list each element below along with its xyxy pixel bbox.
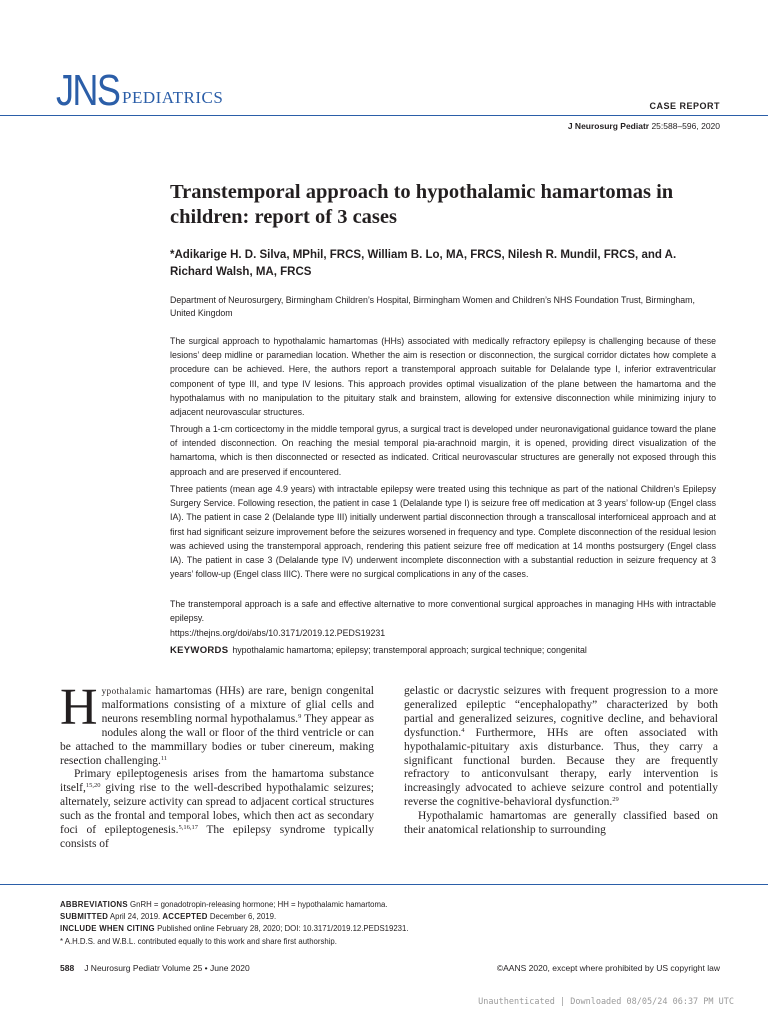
copyright-notice: ©AANS 2020, except where prohibited by US copyright law <box>496 963 720 973</box>
body-column-left <box>60 679 375 852</box>
keywords-label: KEYWORDS <box>170 645 229 656</box>
submitted-date: April 24, 2019. <box>108 912 163 922</box>
include-citing-text: Published online February 28, 2020; DOI: 10.3171/2019.12.PEDS19231. <box>154 924 409 934</box>
dates-line <box>60 911 710 923</box>
abstract-conclusions: The transtemporal approach is a safe and effective alternative to more conventional surgical approaches in managing HHs with intractable epilepsy. <box>170 599 716 624</box>
body-text: The epilepsy syndrome typically consists of <box>60 824 375 850</box>
keywords-line <box>170 645 587 656</box>
body-column-right <box>404 685 718 838</box>
journal-volume: J Neurosurg Pediatr Volume 25 • June 2020 <box>84 963 250 973</box>
page-footer <box>60 963 720 973</box>
citing-line <box>60 923 710 935</box>
footnotes <box>60 899 710 948</box>
drop-cap: H <box>60 679 98 736</box>
body-text: gelastic or dacrystic seizures with frequent progression to a more generalized epileptic “encephalopathy” characterized by both partial and generalized seizures, cognitive decline, and behavioral dysfunction. <box>404 685 718 739</box>
reference-citation[interactable]: 5,16,17 <box>178 824 198 832</box>
reference-citation[interactable]: 15,20 <box>85 782 101 790</box>
body-text: Primary epileptogenesis arises from the hamartoma substance itself, <box>60 768 374 795</box>
abstract-objective: The surgical approach to hypothalamic hamartomas (HHs) associated with medically refractory epilepsy is challenging because of these lesions’ deep midline or paramedian location. Whether the aim is resection or disconnection, the surgical corridor dictates how complete a procedure can be achieved. Here, the authors report a transtemporal approach suitable for Delalande type I, inferior extraventricular component of type III, and type IV lesions. This approach provides optimal visualization of the plane between the hamartoma and the hypothalamus with no manipulation to the pituitary stalk and brainstem, allowing for extensive disconnection while minimizing injury to adjacent neurovascular structures. <box>170 336 716 418</box>
reference-citation[interactable]: 11 <box>160 754 168 762</box>
accepted-date: December 6, 2019. <box>207 912 277 922</box>
include-citing-label: INCLUDE WHEN CITING <box>60 924 155 934</box>
body-text: hamartomas (HHs) are rare, benign congenital malformations consisting of a mixture of glial cells and neurons resembling normal hypothalamus. <box>101 685 374 725</box>
article-title: Transtemporal approach to hypothalamic hamartomas in children: report of 3 cases <box>170 181 674 228</box>
reference-citation[interactable]: 29 <box>612 796 619 804</box>
body-paragraph: Hypothalamic hamartomas are generally classified based on their anatomical relationship to surrounding <box>404 810 718 837</box>
body-text: They appear as nodules along the wall or floor of the third ventricle or can be attached to the mammillary bodies or tuber cinereum, making resection challenging. <box>60 712 374 767</box>
header-rule <box>0 115 768 116</box>
body-text: giving rise to the well-described hypothalamic seizures; alternately, seizure activity can spread to adjacent cortical structures such as the frontal and temporal lobes, which then act as secondary foci of epileptogenesis. <box>60 782 374 837</box>
body-paragraph <box>60 768 374 851</box>
download-watermark: Unauthenticated | Downloaded 08/05/24 06:37 PM UTC <box>478 997 734 1007</box>
citation-volume-pages: 25:588–596, 2020 <box>649 121 720 131</box>
journal-citation <box>568 121 720 131</box>
abbreviations-line <box>60 899 710 911</box>
doi-link[interactable]: https://thejns.org/doi/abs/10.3171/2019.12.PEDS19231 <box>170 628 386 638</box>
author-affiliation: Department of Neurosurgery, Birmingham Children’s Hospital, Birmingham Women and Children’s NHS Foundation Trust, Birmingham, United Kingdom <box>170 295 695 318</box>
reference-citation[interactable]: 4 <box>461 726 465 734</box>
accepted-label: ACCEPTED <box>162 912 208 922</box>
abbreviations-text: GnRH = gonadotropin-releasing hormone; HH = hypothalamic hamartoma. <box>127 900 388 909</box>
footer-rule <box>0 884 768 885</box>
body-text: Furthermore, HHs are often associated with hypothalamic-pituitary axis disturbance. Thus, they carry a significant functional burden. Because they are frequently refractory to anticonvulsant therapy, early intervention is increasingly advocated to achieve seizure control and potentially reverse the cognitive-behavioral dysfunction. <box>404 726 718 809</box>
lead-small-caps: ypothalamic <box>101 686 152 696</box>
keywords-list: hypothalamic hamartoma; epilepsy; transtemporal approach; surgical technique; congenital <box>232 645 587 655</box>
logo-jns-text: JNS <box>56 66 120 115</box>
logo-pediatrics-text: PEDIATRICS <box>122 88 224 107</box>
abstract-results: Three patients (mean age 4.9 years) with intractable epilepsy were treated using this technique as part of the national Children’s Epilepsy Surgery Service. Following resection, the patient in case 1 (Delalande type I) is seizure free off medication at 3 years’ follow-up (Engel class IA). The patient in case 2 (Delalande type III) initially underwent partial disconnection through a transcallosal interforniceal approach and at first had significant seizure improvement before the seizures worsened in frequency and type. Complete disconnection of the residual lesion was achieved using the transtemporal approach, rendering this patient seizure free off medication at 14 months postsurgery (Engel class IA). The patient in case 3 (Delalande type IV) underwent incomplete disconnection with a substantial reduction in seizure frequency at 3 years’ follow-up (Engel class IIIC). There were no surgical complications in any of the cases. <box>170 484 716 580</box>
citation-journal: J Neurosurg Pediatr <box>567 121 650 131</box>
body-paragraph <box>404 685 718 810</box>
body-paragraph <box>60 679 374 768</box>
equal-contribution-note: * A.H.D.S. and W.B.L. contributed equally to this work and share first authorship. <box>60 936 337 946</box>
abstract-methods: Through a 1-cm corticectomy in the middle temporal gyrus, a surgical tract is developed under neuronavigational guidance toward the plane of intended disconnection. On reaching the mesial temporal pia-arachnoid margin, it is opened, providing direct visualization of the hamartoma, which is then disconnected or resected as indicated. Critical neurovascular structures are generally not exposed through this approach and are preserved if encountered. <box>170 424 716 477</box>
article-type-label: CASE REPORT <box>649 101 720 111</box>
reference-citation[interactable]: 9 <box>298 712 302 720</box>
page-number: 588 <box>60 963 75 973</box>
submitted-label: SUBMITTED <box>60 912 109 922</box>
author-list: *Adikarige H. D. Silva, MPhil, FRCS, William B. Lo, MA, FRCS, Nilesh R. Mundil, FRCS, and A. Richard Walsh, MA, FRCS <box>170 249 677 278</box>
abbreviations-label: ABBREVIATIONS <box>60 900 128 909</box>
